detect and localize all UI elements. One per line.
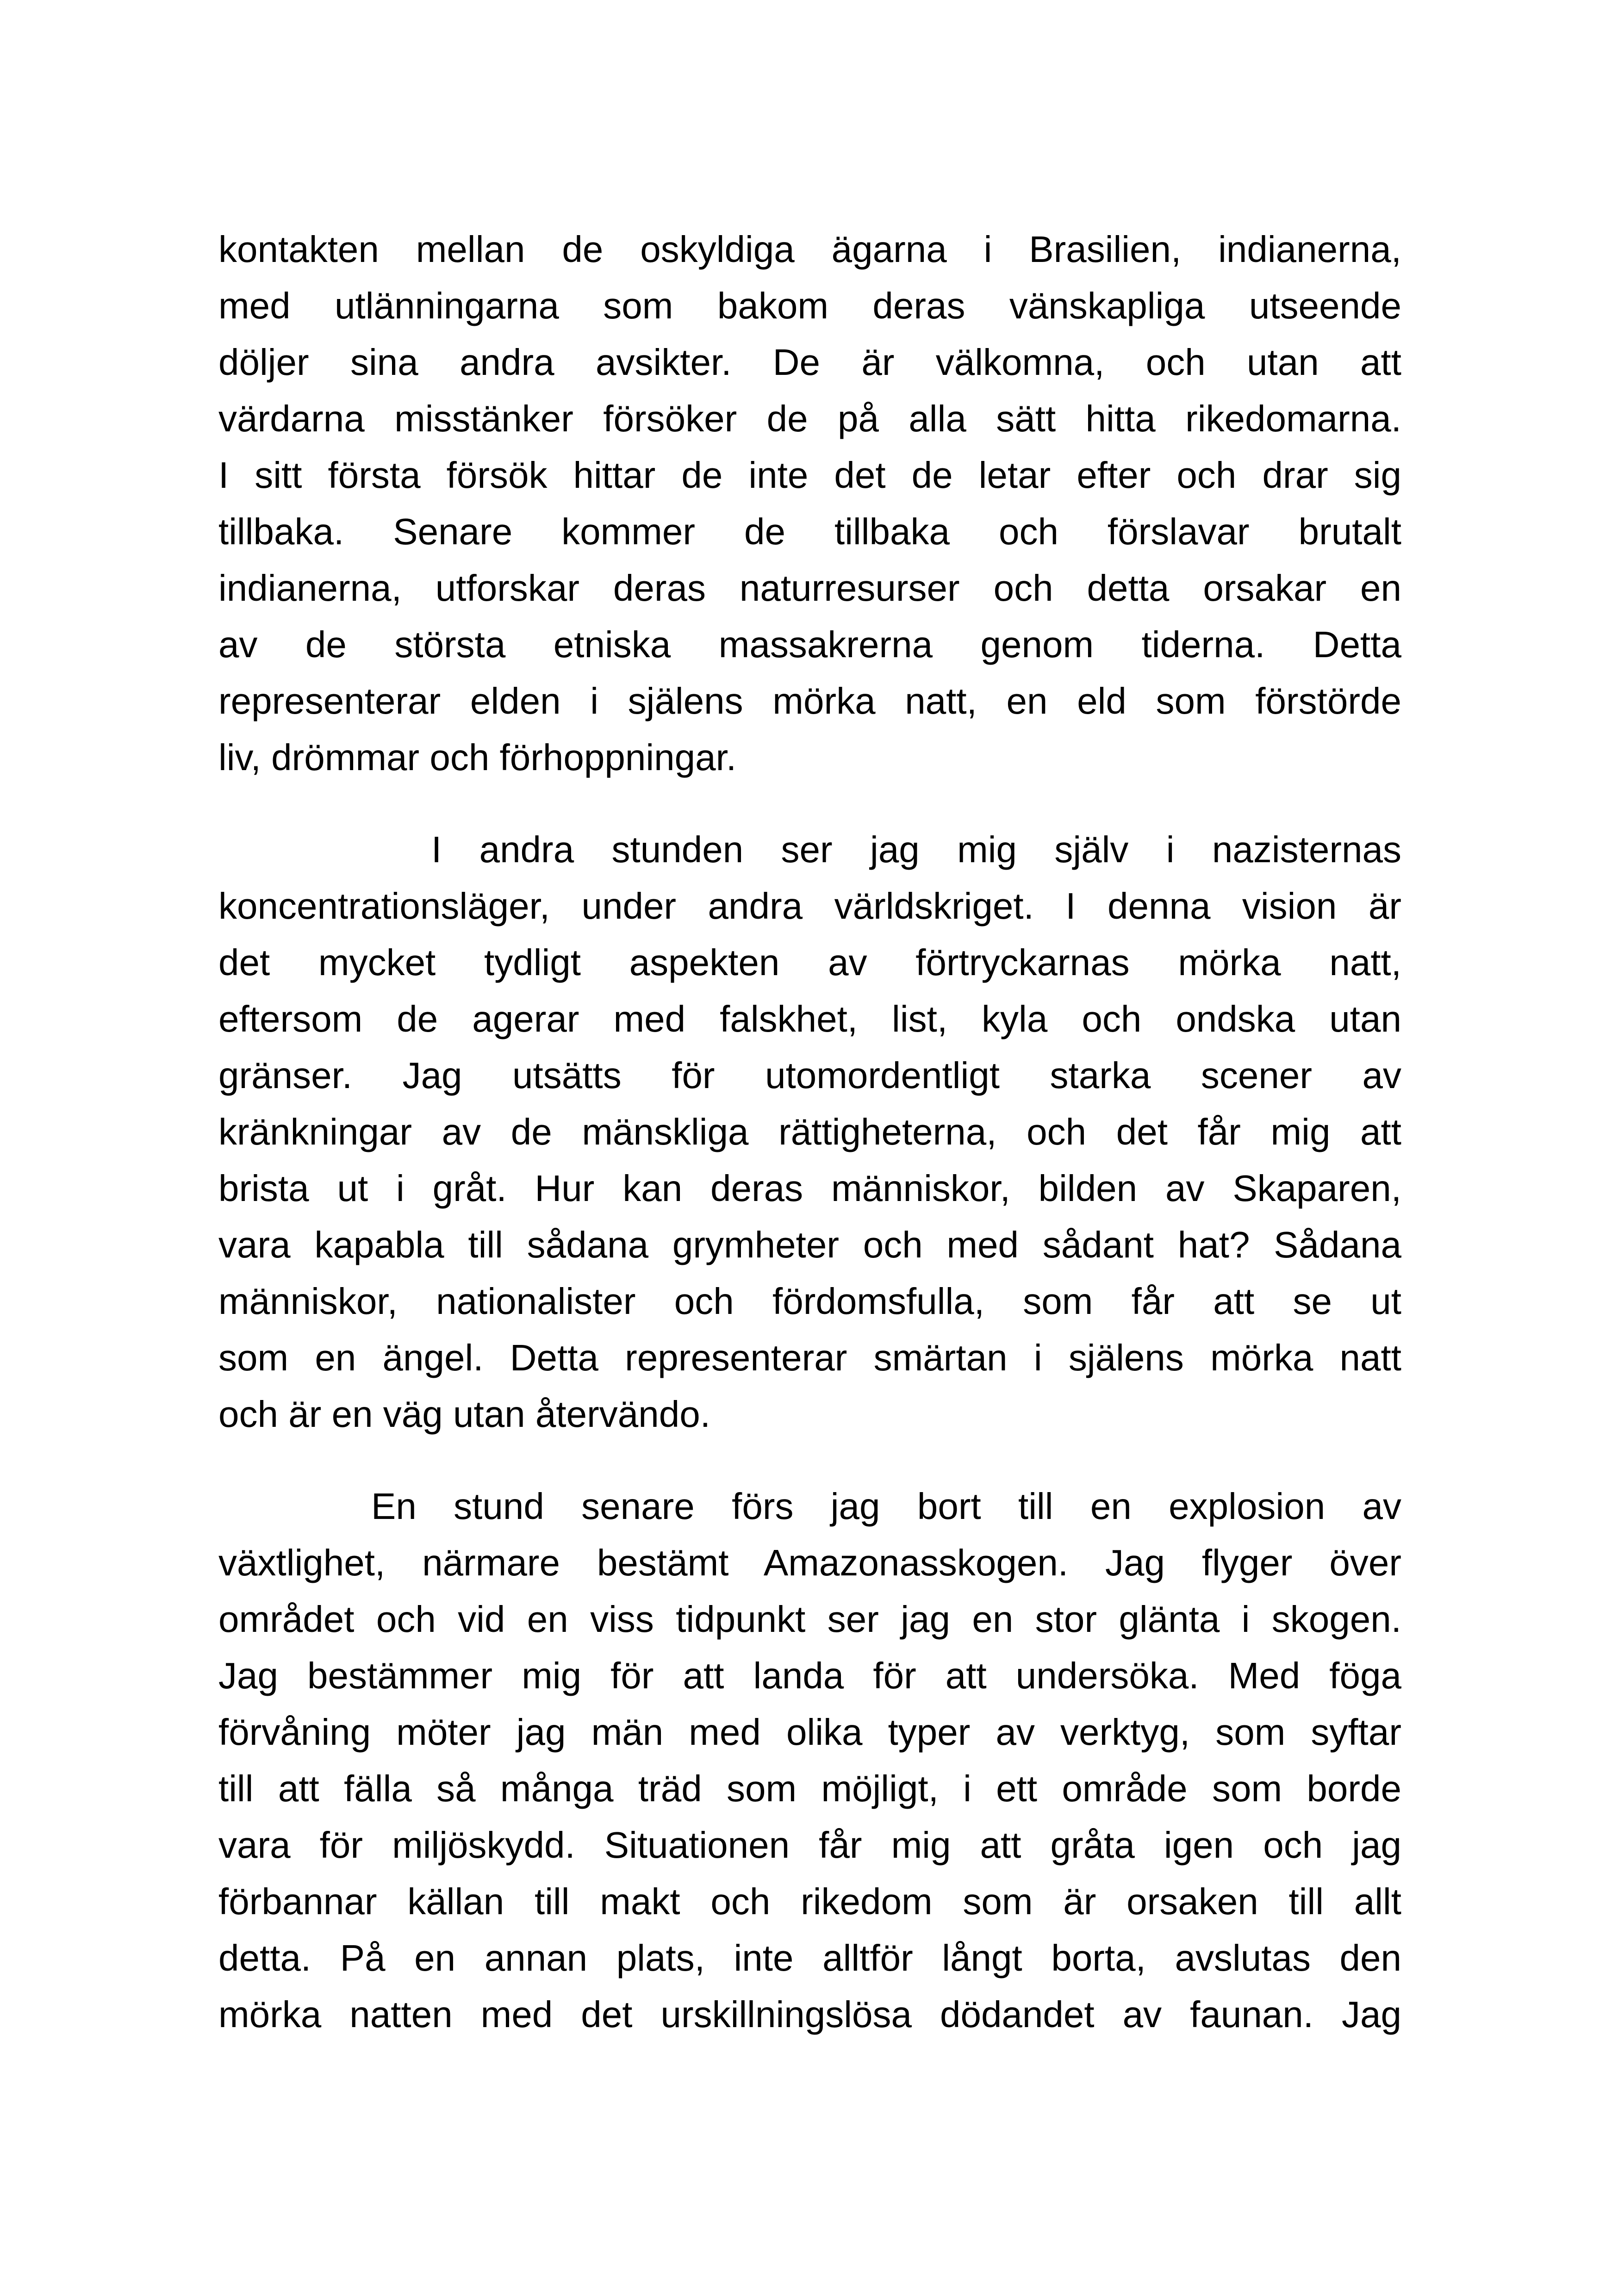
text-line: Jag bestämmer mig för att landa för att undersöka. Med föga — [218, 1655, 1401, 1696]
text-line: koncentrationsläger, under andra världskriget. I denna vision är — [218, 885, 1401, 927]
text-line: liv, drömmar och förhoppningar. — [218, 737, 737, 778]
text-line: mörka natten med det urskillningslösa dödandet av faunan. Jag — [218, 1994, 1401, 2035]
text-line: till att fälla så många träd som möjligt, i ett område som borde — [218, 1768, 1401, 1809]
text-line: I sitt första försök hittar de inte det de letar efter och drar sig — [218, 454, 1401, 496]
text-line: En stund senare förs jag bort till en explosion av — [371, 1486, 1401, 1527]
text-line: området och vid en viss tidpunkt ser jag en stor glänta i skogen. — [218, 1599, 1401, 1640]
text-line: växtlighet, närmare bestämt Amazonasskogen. Jag flyger över — [218, 1542, 1401, 1583]
text-line: förbannar källan till makt och rikedom som är orsaken till allt — [218, 1881, 1401, 1922]
text-line: vara för miljöskydd. Situationen får mig att gråta igen och jag — [218, 1824, 1401, 1866]
text-line: vara kapabla till sådana grymheter och med sådant hat? Sådana — [218, 1224, 1401, 1265]
text-line: brista ut i gråt. Hur kan deras människor, bilden av Skaparen, — [218, 1168, 1401, 1209]
text-line: och är en väg utan återvändo. — [218, 1394, 710, 1435]
text-line: döljer sina andra avsikter. De är välkomna, och utan att — [218, 342, 1401, 383]
text-line: av de största etniska massakrerna genom tiderna. Detta — [218, 624, 1401, 665]
text-line: detta. På en annan plats, inte alltför långt borta, avslutas den — [218, 1937, 1401, 1979]
text-line: eftersom de agerar med falskhet, list, kyla och ondska utan — [218, 998, 1401, 1039]
paragraph-2 — [218, 821, 1401, 1443]
text-line: det mycket tydligt aspekten av förtryckarnas mörka natt, — [218, 942, 1401, 983]
paragraph-1 — [218, 221, 1401, 786]
text-line: I andra stunden ser jag mig själv i nazisternas — [431, 829, 1401, 870]
text-line: förvåning möter jag män med olika typer av verktyg, som syftar — [218, 1711, 1401, 1753]
text-line: människor, nationalister och fördomsfulla, som får att se ut — [218, 1281, 1401, 1322]
text-line: gränser. Jag utsätts för utomordentligt starka scener av — [218, 1055, 1401, 1096]
text-line: indianerna, utforskar deras naturresurser och detta orsakar en — [218, 567, 1401, 609]
text-line: kränkningar av de mänskliga rättigheterna, och det får mig att — [218, 1111, 1401, 1152]
text-line: som en ängel. Detta representerar smärtan i själens mörka natt — [218, 1337, 1401, 1378]
text-line: med utlänningarna som bakom deras vänskapliga utseende — [218, 285, 1401, 326]
text-line: tillbaka. Senare kommer de tillbaka och förslavar brutalt — [218, 511, 1401, 552]
paragraph-3 — [218, 1478, 1401, 2043]
text-line: kontakten mellan de oskyldiga ägarna i Brasilien, indianerna, — [218, 229, 1401, 270]
text-line: representerar elden i själens mörka natt, en eld som förstörde — [218, 680, 1401, 722]
text-line: värdarna misstänker försöker de på alla sätt hitta rikedomarna. — [218, 398, 1401, 439]
